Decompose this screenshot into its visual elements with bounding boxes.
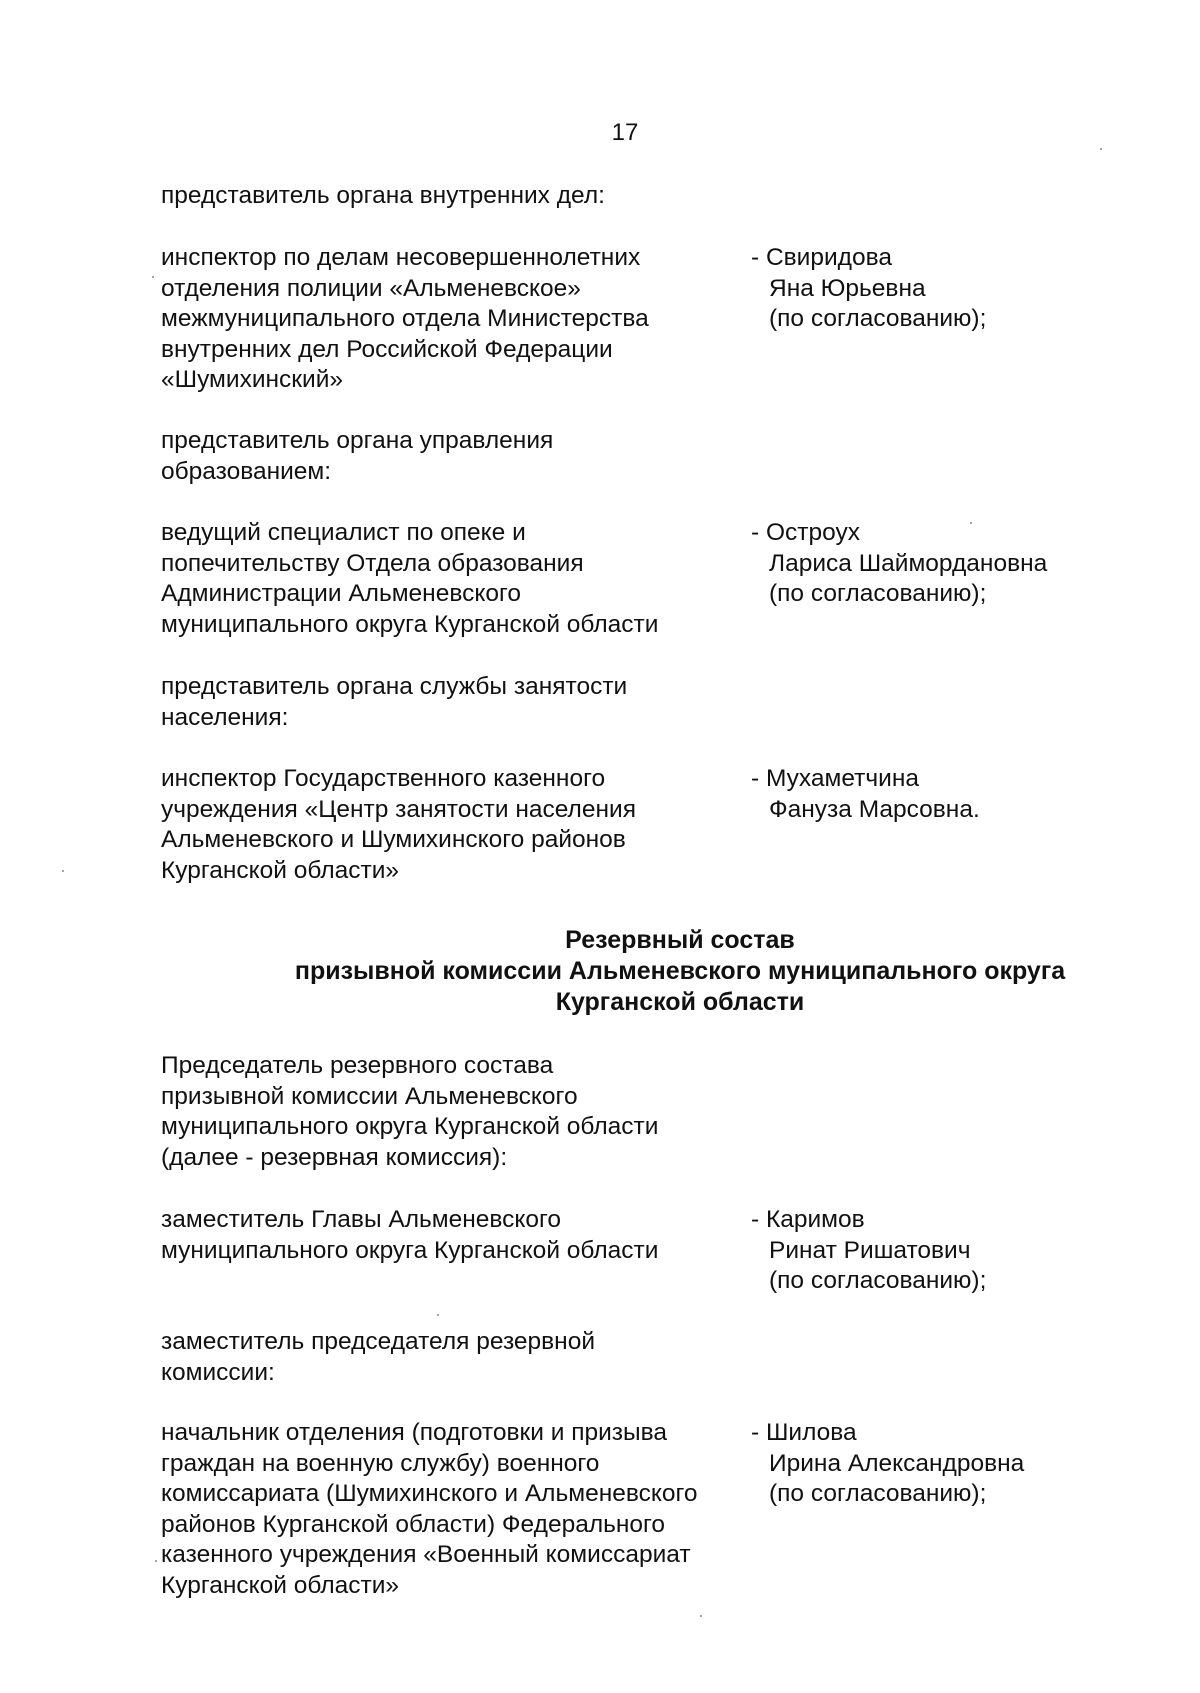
member-name: Фануза Марсовна.	[769, 795, 980, 823]
scan-speck	[152, 276, 154, 278]
group-title-text: представитель органа управления образованием:	[161, 427, 554, 485]
member-name: Лариса Шаймордановна	[769, 549, 1048, 577]
member-surname: - Мухаметчина	[751, 765, 919, 792]
member-position: инспектор по делам несовершеннолетних отделения полиции «Альменевское» межмуниципального отдела Министерства внутренних дел Российской Федерации «Шумихинский»	[161, 244, 649, 393]
member-position: инспектор Государственного казенного учреждения «Центр занятости населения Альменевского и Шумихинского районов Курганской области»	[161, 765, 636, 884]
group-title-text: представитель органа службы занятости населения:	[161, 673, 628, 731]
member-name-block	[751, 243, 1091, 335]
reserve-heading-line3: Курганской области	[555, 988, 805, 1016]
member-name: Ринат Ришатович	[769, 1236, 971, 1264]
member-name-block	[751, 518, 1091, 610]
member-name: Ирина Александровна	[769, 1449, 1025, 1477]
chair-title-text: Председатель резервного состава призывной комиссии Альменевского муниципального округа Курганской области (далее - резервная комиссия):	[161, 1052, 659, 1171]
member-name-block	[751, 1418, 1091, 1510]
member-position: заместитель Главы Альменевского муниципального округа Курганской области	[161, 1206, 659, 1264]
group-title-text: представитель органа внутренних дел:	[161, 182, 605, 209]
member-name-block	[751, 1205, 1091, 1297]
member-surname: - Каримов	[751, 1206, 865, 1233]
member-position: ведущий специалист по опеке и попечительству Отдела образования Администрации Альменевского муниципального округа Курганской области	[161, 519, 659, 638]
scan-speck	[970, 522, 972, 524]
member-note: (по согласованию);	[769, 1480, 987, 1507]
reserve-heading-line1: Резервный состав	[565, 926, 795, 954]
member-note: (по согласованию);	[769, 580, 987, 607]
member-surname: - Остроух	[751, 519, 860, 546]
member-name-block	[751, 764, 1091, 825]
reserve-heading-line2: призывной комиссии Альменевского муниципального округа	[294, 957, 1066, 985]
member-surname: - Шилова	[751, 1419, 857, 1446]
scan-speck	[1100, 148, 1102, 150]
member-note: (по согласованию);	[769, 1267, 987, 1294]
member-surname: - Свиридова	[751, 244, 892, 271]
page-number: 17	[611, 119, 639, 146]
scan-speck	[437, 1314, 439, 1316]
deputy-title-text: заместитель председателя резервной комиссии:	[161, 1328, 596, 1386]
member-name: Яна Юрьевна	[769, 274, 926, 302]
scan-speck	[62, 870, 64, 872]
member-position: начальник отделения (подготовки и призыва граждан на военную службу) военного комиссариата (Шумихинского и Альменевского районов Курганской области) Федерального казенного учреждения «Военный комиссариат Курганской области»	[161, 1419, 698, 1599]
member-note: (по согласованию);	[769, 305, 987, 332]
reserve-heading	[230, 925, 1130, 1018]
scan-speck	[155, 1560, 157, 1562]
scan-speck	[700, 1615, 702, 1617]
